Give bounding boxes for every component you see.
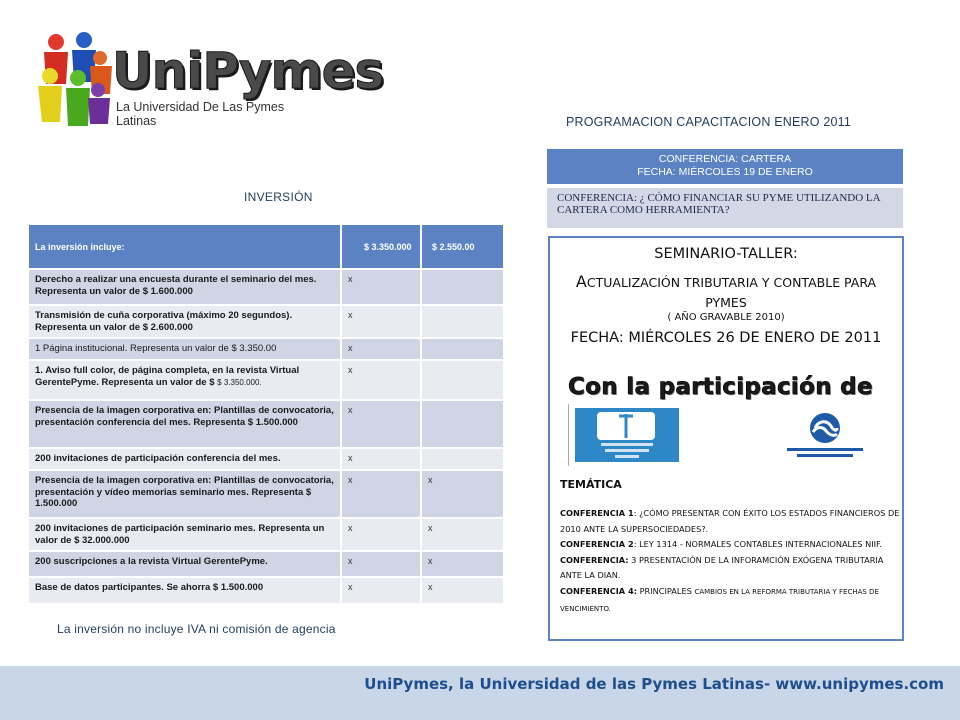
seminario-date: FECHA: MIÉRCOLES 26 DE ENERO DE 2011 — [570, 330, 882, 346]
row-description-text: 200 invitaciones de participación conferencia del mes. — [35, 453, 281, 464]
inversion-note: La inversión no incluye IVA ni comisión de agencia — [57, 622, 336, 636]
row-description-text: Transmisión de cuña corporativa (máximo 20 segundos). Representa un valor de $ 2.600.000 — [35, 310, 293, 333]
row-mark-price-1: x — [341, 400, 421, 448]
logo-wordmark: UniPymes — [112, 42, 384, 100]
footer-bar — [0, 666, 960, 720]
row-description-text: Presencia de la imagen corporativa en: Plantillas de convocatoria, presentación y vídeo memorias seminario mes. Representa $ 1.500.000 — [35, 475, 334, 509]
table-row — [29, 470, 503, 518]
row-mark-price-2 — [421, 360, 503, 400]
table-row — [29, 448, 503, 470]
conferencia-text: 3 PRESENTACIÓN DE LA INFORAMCIÓN EXÓGENA TRIBUTARIA ANTE LA DIAN. — [560, 554, 884, 581]
row-mark-price-1: x — [341, 305, 421, 338]
conferencia-text: : ¿CÓMO PRESENTAR CON ÉXITO LOS ESTADOS FINANCIEROS DE 2010 ANTE LA SUPERSOCIEDADES?. — [560, 508, 900, 534]
participation-banner: Con la participación de — [568, 374, 873, 400]
header-price-1: $ 3.350.000 — [341, 225, 421, 269]
footer-text: UniPymes, la Universidad de las Pymes Latinas- www.unipymes.com — [364, 675, 944, 693]
conferencia-text-small: CAMBIOS EN LA REFORMA TRIBUTARIA Y FECHAS DE VENCIMIENTO. — [560, 587, 879, 613]
table-row — [29, 400, 503, 448]
row-description — [29, 448, 341, 470]
row-description — [29, 518, 341, 551]
row-description — [29, 400, 341, 448]
row-description-text: 200 suscripciones a la revista Virtual GerentePyme. — [35, 556, 268, 567]
row-description-text: 1 Página institucional. Representa un valor de $ 3.350.00 — [35, 343, 277, 354]
cartera-header-line2: FECHA: MIÉRCOLES 19 DE ENERO — [637, 165, 813, 178]
row-mark-price-1: x — [341, 269, 421, 305]
row-mark-price-1: x — [341, 360, 421, 400]
row-mark-price-1: x — [341, 338, 421, 360]
cartera-header-line1: CONFERENCIA: CARTERA — [658, 153, 792, 165]
inversion-table — [29, 225, 503, 603]
programacion-title: PROGRAMACION CAPACITACION ENERO 2011 — [566, 115, 852, 129]
row-description — [29, 470, 341, 518]
table-row — [29, 338, 503, 360]
row-description — [29, 360, 341, 400]
row-mark-price-2 — [421, 305, 503, 338]
row-description — [29, 338, 341, 360]
row-mark-price-2: x — [421, 577, 503, 603]
conferencia-item — [560, 506, 900, 537]
conferencias-list — [560, 506, 900, 617]
conferencia-item — [560, 553, 900, 584]
conferencia-item — [560, 537, 900, 553]
unipymes-logo — [36, 26, 384, 130]
table-row — [29, 269, 503, 305]
conferencia-label: CONFERENCIA: — [560, 554, 629, 565]
people-figures-icon — [36, 32, 116, 130]
row-mark-price-2 — [421, 448, 503, 470]
seminario-year: ( AÑO GRAVABLE 2010) — [667, 312, 785, 323]
seminario-subtitle — [550, 272, 902, 313]
partner-logos — [568, 404, 902, 466]
row-description-text: Base de datos participantes. Se ahorra $ 1.500.000 — [35, 582, 264, 593]
row-mark-price-2 — [421, 400, 503, 448]
row-mark-price-2 — [421, 338, 503, 360]
row-mark-price-2: x — [421, 518, 503, 551]
table-row — [29, 518, 503, 551]
conferencia-label: CONFERENCIA 1 — [560, 508, 634, 518]
tematica-label: TEMÁTICA — [560, 478, 622, 491]
conferencia-label: CONFERENCIA 2 — [560, 539, 634, 550]
table-header-row — [29, 225, 503, 269]
conferencia-label: CONFERENCIA 4: — [560, 585, 637, 596]
conferencia-text: PRINCIPALES — [636, 585, 695, 596]
row-mark-price-1: x — [341, 577, 421, 603]
conferencia-item — [560, 584, 900, 617]
cartera-body: CONFERENCIA: ¿ CÓMO FINANCIAR SU PYME UTILIZANDO LA CARTERA COMO HERRAMIENTA? — [547, 188, 903, 228]
row-description — [29, 577, 341, 603]
row-description — [29, 305, 341, 338]
row-mark-price-2: x — [421, 551, 503, 577]
row-mark-price-1: x — [341, 518, 421, 551]
ctcp-logo-icon — [575, 408, 679, 462]
logo-tagline: La Universidad De Las Pymes Latinas — [116, 100, 285, 128]
row-description — [29, 269, 341, 305]
superintendencia-logo-icon — [783, 408, 867, 462]
cartera-header — [547, 149, 903, 184]
row-mark-price-2 — [421, 269, 503, 305]
row-description — [29, 551, 341, 577]
row-description-text: Presencia de la imagen corporativa en: Plantillas de convocatoria, presentación conferencia del mes. Representa $ 1.500.000 — [35, 405, 334, 428]
table-row — [29, 577, 503, 603]
row-mark-price-2: x — [421, 470, 503, 518]
header-incluye: La inversión incluye: — [29, 225, 341, 269]
header-price-2: $ 2.550.00 — [421, 225, 503, 269]
row-mark-price-1: x — [341, 470, 421, 518]
row-description-text: 200 invitaciones de participación seminario mes. Representa un valor de $ 32.000.000 — [35, 523, 325, 546]
row-mark-price-1: x — [341, 448, 421, 470]
row-description-text: Derecho a realizar una encuesta durante el seminario del mes. Representa un valor de $ 1.600.000 — [35, 274, 317, 297]
seminario-box — [548, 236, 904, 641]
seminario-subtitle-rest: CTUALIZACIÓN TRIBUTARIA Y CONTABLE PARA PYMES — [586, 275, 877, 310]
seminario-subtitle-cap: A — [575, 272, 587, 291]
seminario-title: SEMINARIO-TALLER: — [654, 246, 798, 262]
table-row — [29, 551, 503, 577]
conferencia-text: : LEY 1314 - NORMALES CONTABLES INTERNACIONALES NIIF. — [633, 539, 883, 550]
row-mark-price-1: x — [341, 551, 421, 577]
row-description-small: $ 3.350.000. — [217, 377, 262, 387]
table-row — [29, 305, 503, 338]
row-description-text: 1. Aviso full color, de página completa, en la revista Virtual GerentePyme. Representa un valor de $ — [35, 365, 300, 388]
inversion-title: INVERSIÓN — [244, 190, 313, 204]
table-row — [29, 360, 503, 400]
